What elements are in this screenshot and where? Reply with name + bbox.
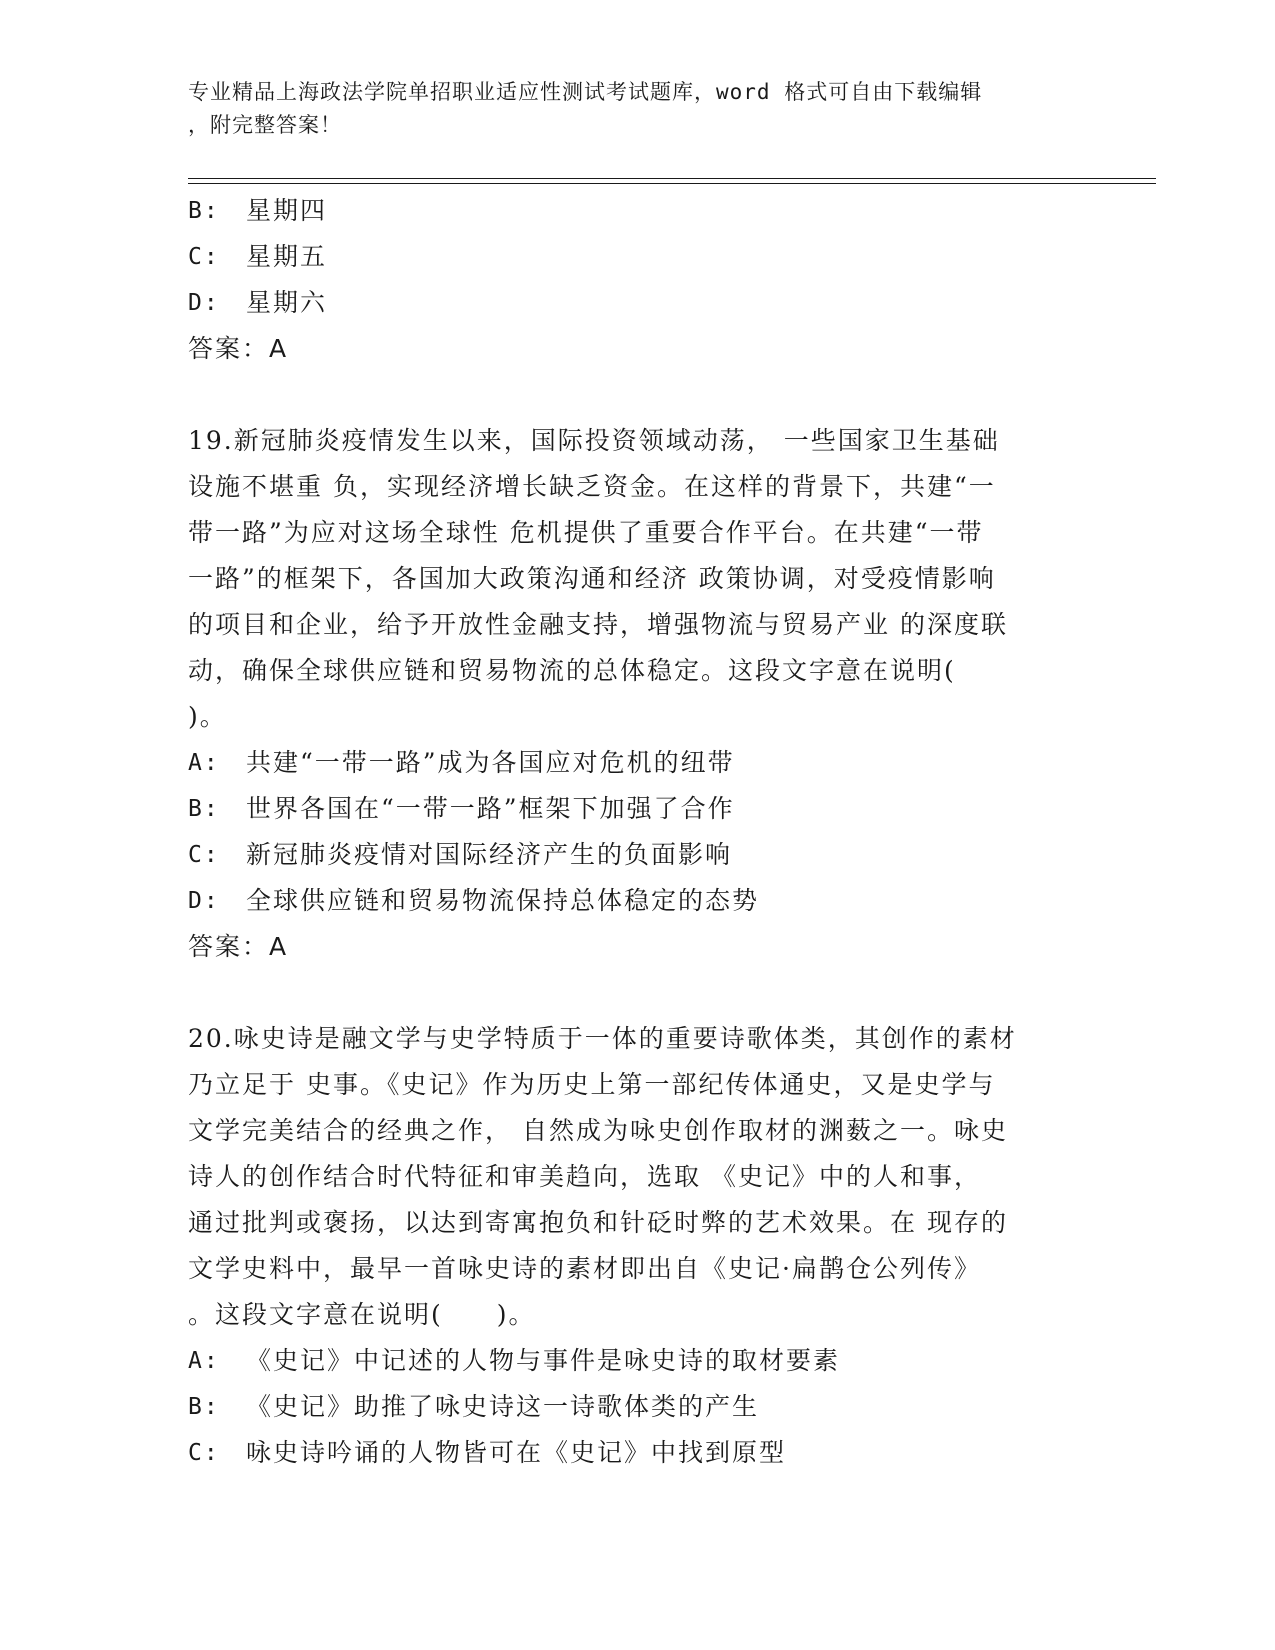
option-key: A: [188, 750, 220, 776]
option-text: 星期五 [246, 242, 328, 271]
option-key: B: [188, 796, 220, 822]
option-a [188, 1338, 1068, 1384]
question-text-line: 通过批判或褒扬，以达到寄寓抱负和针砭时弊的艺术效果。在 现存的 [188, 1208, 1008, 1237]
option-key: C: [188, 1440, 220, 1466]
question-20 [188, 1016, 1068, 1476]
option-text: 咏史诗吟诵的人物皆可在《史记》中找到原型 [246, 1438, 787, 1467]
option-key: A: [188, 1348, 220, 1374]
option-b [188, 1384, 1068, 1430]
option-text: 《史记》中记述的人物与事件是咏史诗的取材要素 [246, 1346, 841, 1375]
header-line-2: ，附完整答案！ [188, 113, 342, 137]
question-18-options [188, 188, 1068, 372]
option-text: 全球供应链和贸易物流保持总体稳定的态势 [246, 886, 760, 915]
question-text-line: 文学史料中，最早一首咏史诗的素材即出自《史记·扁鹊仓公列传》 [188, 1254, 981, 1283]
option-text: 《史记》助推了咏史诗这一诗歌体类的产生 [246, 1392, 760, 1421]
option-b [188, 786, 1068, 832]
option-d [188, 878, 1068, 924]
option-b [188, 188, 1068, 234]
option-text: 星期四 [246, 196, 328, 225]
option-key: C: [188, 842, 220, 868]
question-19 [188, 418, 1068, 970]
option-key: B: [188, 198, 220, 224]
option-d [188, 280, 1068, 326]
option-c [188, 832, 1068, 878]
option-text: 共建“一带一路”成为各国应对危机的纽带 [246, 748, 735, 777]
option-text: 星期六 [246, 288, 328, 317]
page-header [188, 76, 1068, 142]
header-line-1: 专业精品上海政法学院单招职业适应性测试考试题库，word 格式可自由下载编辑 [188, 80, 983, 104]
question-text-line: 乃立足于 史事。《史记》作为历史上第一部纪传体通史，又是史学与 [188, 1070, 996, 1099]
question-text-line: 带一路”为应对这场全球性 危机提供了重要合作平台。在共建“一带 [188, 518, 984, 547]
question-text-line: 。这段文字意在说明( )。 [188, 1300, 536, 1329]
option-text: 世界各国在“一带一路”框架下加强了合作 [246, 794, 735, 823]
option-a [188, 740, 1068, 786]
option-text: 新冠肺炎疫情对国际经济产生的负面影响 [246, 840, 733, 869]
option-c [188, 234, 1068, 280]
option-key: D: [188, 888, 220, 914]
header-divider-bottom [188, 183, 1156, 184]
question-text-line: )。 [188, 702, 227, 731]
option-key: B: [188, 1394, 220, 1420]
header-divider-top [188, 178, 1156, 179]
option-key: C: [188, 244, 220, 270]
question-text-line: 的项目和企业，给予开放性金融支持，增强物流与贸易产业 的深度联 [188, 610, 1008, 639]
question-text-line: 文学完美结合的经典之作， 自然成为咏史创作取材的渊薮之一。咏史 [188, 1116, 1008, 1145]
question-text-line: 一路”的框架下，各国加大政策沟通和经济 政策协调，对受疫情影响 [188, 564, 996, 593]
question-text-line: 20.咏史诗是融文学与史学特质于一体的重要诗歌体类，其创作的素材 [188, 1024, 1017, 1053]
question-text-line: 诗人的创作结合时代特征和审美趋向，选取 《史记》中的人和事， [188, 1162, 981, 1191]
question-text-line: 19.新冠肺炎疫情发生以来，国际投资领域动荡， 一些国家卫生基础 [188, 426, 1000, 455]
answer-line: 答案：A [188, 334, 289, 363]
question-text-line: 动，确保全球供应链和贸易物流的总体稳定。这段文字意在说明( [188, 656, 956, 685]
document-body [188, 188, 1068, 1476]
answer-line: 答案：A [188, 932, 289, 961]
option-c [188, 1430, 1068, 1476]
question-text-line: 设施不堪重 负，实现经济增长缺乏资金。在这样的背景下，共建“一 [188, 472, 996, 501]
option-key: D: [188, 290, 220, 316]
